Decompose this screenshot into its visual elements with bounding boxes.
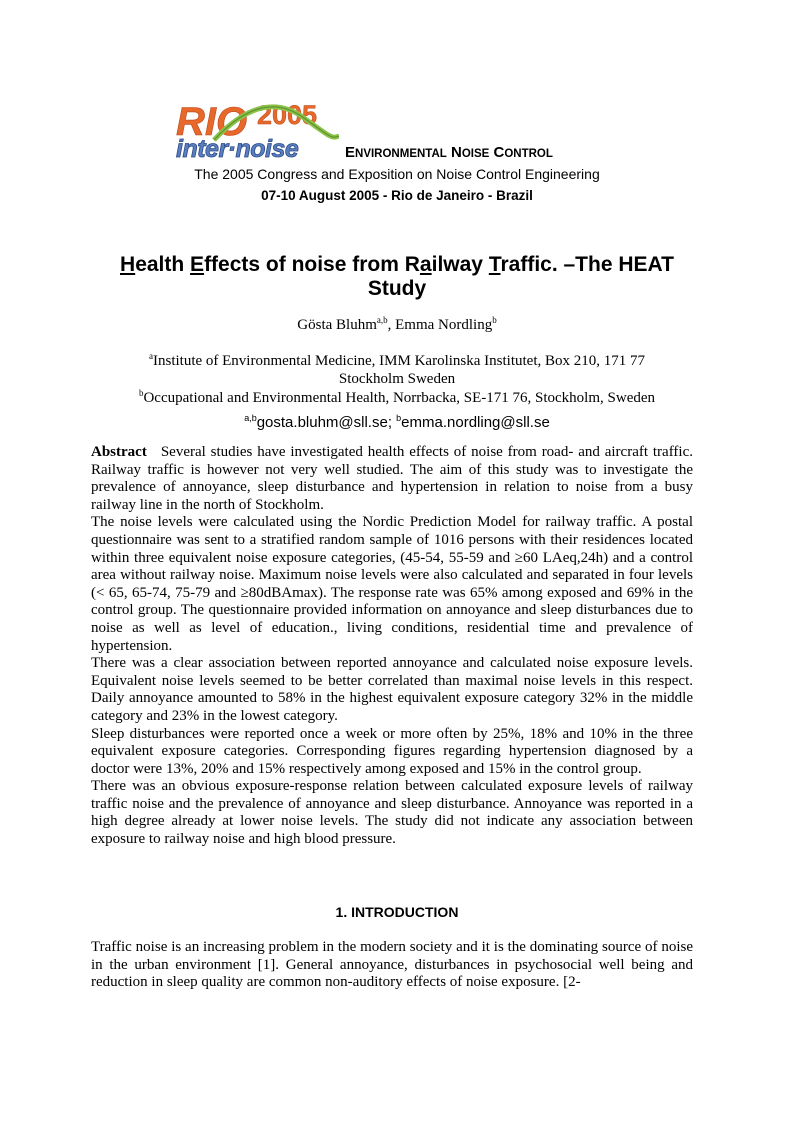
email-link-2[interactable]: emma.nordling@sll.se xyxy=(401,414,550,431)
abstract-paragraph: There was a clear association between reported annoyance and calculated noise exposure levels. Equivalent noise levels seemed to be better correlated than maximal noise levels in this respect. Daily annoyance amounted to 58% in the highest equivalent exposure category 32% in the middle category and 23% in the lowest category. xyxy=(91,655,693,724)
logo-rio: RIO xyxy=(176,100,248,144)
author-list: Gösta Bluhm$^{a,b}$, Emma Nordling$^b$ xyxy=(297,315,497,333)
conference-name: ENVIRONMENTAL NOISE CONTROL xyxy=(345,144,553,161)
author-emails: $^{a,b}$gosta.bluhm@sll.se; $^b$emma.nordling@sll.se xyxy=(244,413,550,431)
introduction-body xyxy=(91,939,693,992)
affiliation-b: $^b$Occupational and Environmental Health, Norrbacka, SE-171 76, Stockholm, Sweden xyxy=(138,388,656,406)
abstract xyxy=(91,444,693,849)
affiliation-a: $^a$Institute of Environmental Medicine, IMM Karolinska Institutet, Box 210, 171 77 Stockholm Sweden xyxy=(148,351,645,387)
section-heading-introduction: 1. INTRODUCTION xyxy=(335,904,459,920)
internoise-logo xyxy=(174,98,339,160)
logo-year: 2005 xyxy=(257,100,318,130)
email-link-1[interactable]: gosta.bluhm@sll.se; xyxy=(256,414,397,431)
conference-date-place: 07-10 August 2005 - Rio de Janeiro - Brazil xyxy=(261,188,533,203)
abstract-paragraph: Abstract Several studies have investigated health effects of noise from road- and aircraft traffic. Railway traffic is however not very well studied. The aim of this study was to investigate the prevalence of annoyance, sleep disturbance and hypertension in relation to noise from a busy railway line in the north of Stockholm. xyxy=(91,444,693,513)
conference-subtitle: The 2005 Congress and Exposition on Noise Control Engineering xyxy=(194,166,600,182)
abstract-paragraph: The noise levels were calculated using the Nordic Prediction Model for railway traffic. A postal questionnaire was sent to a stratified random sample of 1016 persons with their residences located within three equivalent noise exposure categories, (45-54, 55-59 and ≥60 LAeq,24h) and a control area without railway noise. Maximum noise levels were also calculated and separated in four levels (< 65, 65-74, 75-79 and ≥80dBAmax). The response rate was 65% among exposed and 69% in the control group. The questionnaire provided information on annoyance and sleep disturbances due to noise as well as level of education., living conditions, residential time and prevalence of hypertension. xyxy=(91,514,693,654)
abstract-paragraph: There was an obvious exposure-response relation between calculated exposure levels of railway traffic noise and the prevalence of annoyance and sleep disturbance. Annoyance was reported in a high degree already at lower noise levels. The study did not indicate any association between exposure to railway noise and high blood pressure. xyxy=(91,778,693,848)
paper-title: Health Effects of noise from Railway Traffic. –The HEAT Study xyxy=(120,253,674,300)
logo-brand: inter·noise xyxy=(176,135,299,160)
introduction-paragraph: Traffic noise is an increasing problem in the modern society and it is the dominating source of noise in the urban environment [1]. General annoyance, disturbances in psychosocial well being and reduction in sleep quality are common non-auditory effects of noise exposure. [2- xyxy=(91,939,693,991)
abstract-label: Abstract xyxy=(91,444,147,460)
abstract-paragraph: Sleep disturbances were reported once a week or more often by 25%, 18% and 10% in the three equivalent exposure categories. Corresponding figures regarding hypertension diagnosed by a doctor were 13%, 20% and 15% respectively among exposed and 15% in the control group. xyxy=(91,725,693,777)
